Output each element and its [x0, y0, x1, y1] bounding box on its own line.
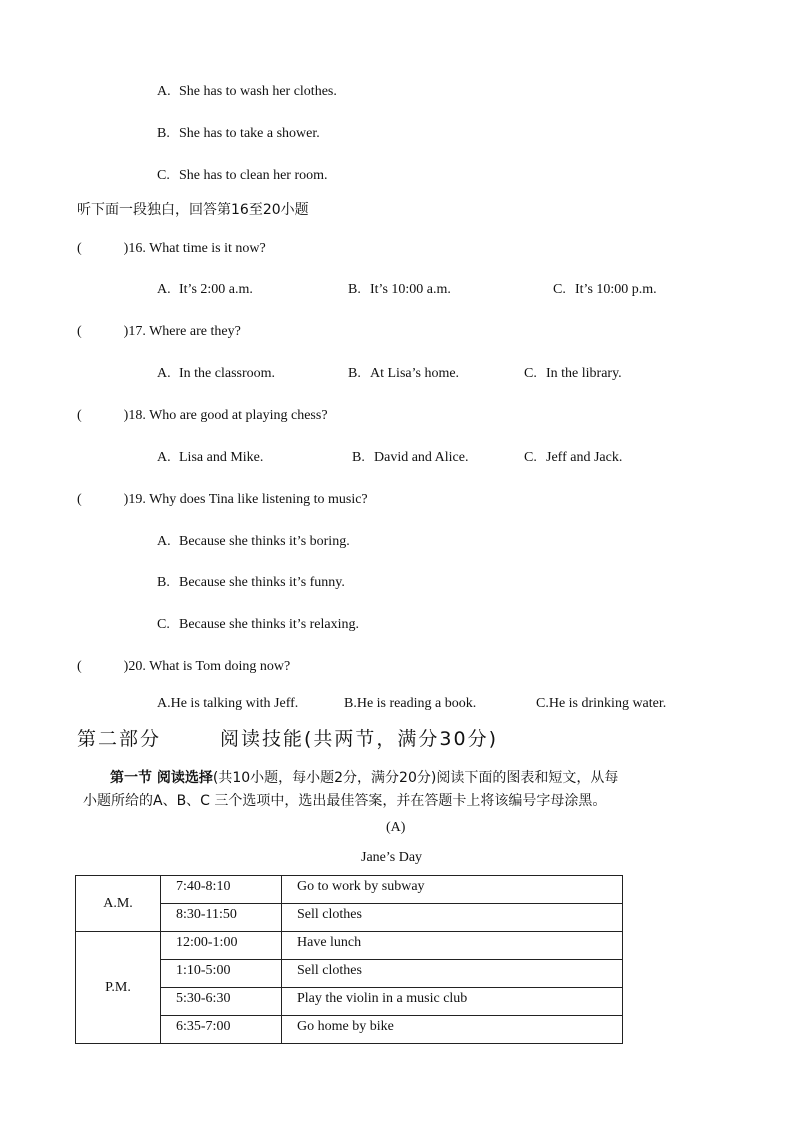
answer-paren: ( — [77, 492, 82, 507]
table-row — [76, 932, 623, 960]
q15-option-b — [157, 126, 320, 142]
option-row — [524, 450, 622, 466]
time-cell: 5:30-6:30 — [161, 988, 282, 1016]
option-letter: C. — [524, 450, 537, 465]
question-text: Why does Tina like listening to music? — [149, 492, 368, 507]
time-cell: 12:00-1:00 — [161, 932, 282, 960]
option-text: She has to take a shower. — [179, 126, 320, 141]
option-row — [157, 696, 298, 712]
question-19 — [77, 492, 368, 508]
answer-paren: ( — [77, 324, 82, 339]
option-row — [157, 366, 275, 382]
option-row — [524, 366, 622, 382]
part-subtitle: 阅读技能(共两节，满分30分) — [220, 728, 499, 750]
activity-cell: Have lunch — [282, 932, 623, 960]
option-text: It’s 10:00 p.m. — [575, 282, 657, 297]
option-letter: A. — [157, 534, 171, 549]
option-letter: B. — [157, 575, 170, 590]
option-text: In the library. — [546, 366, 622, 381]
option-text: Because she thinks it’s boring. — [179, 534, 350, 549]
question-number: )17. — [123, 324, 146, 339]
part-title: 第二部分 — [77, 728, 162, 750]
activity-cell: Go to work by subway — [282, 876, 623, 904]
activity-cell: Go home by bike — [282, 1016, 623, 1044]
section-instruction-line2: 小题所给的A、B、C 三个选项中，选出最佳答案，并在答题卡上将该编号字母涂黑。 — [83, 793, 607, 809]
schedule-table — [75, 875, 623, 1044]
question-number: )19. — [123, 492, 146, 507]
option-text: C.He is drinking water. — [536, 696, 667, 711]
option-text: Lisa and Mike. — [179, 450, 264, 465]
option-letter: C. — [553, 282, 566, 297]
activity-cell: Sell clothes — [282, 904, 623, 932]
question-18 — [77, 408, 328, 424]
question-text: Who are good at playing chess? — [149, 408, 328, 423]
option-letter: C. — [157, 617, 170, 632]
option-text: It’s 2:00 a.m. — [179, 282, 253, 297]
answer-paren: ( — [77, 659, 82, 674]
answer-paren: ( — [77, 408, 82, 423]
question-number: )18. — [123, 408, 146, 423]
question-text: What is Tom doing now? — [149, 659, 291, 674]
question-number: )16. — [123, 241, 146, 256]
option-text: A.He is talking with Jeff. — [157, 696, 299, 711]
section-text: (共10小题，每小题2分，满分20分)阅读下面的图表和短文，从每 — [212, 770, 619, 786]
option-text: Jeff and Jack. — [546, 450, 623, 465]
activity-cell: Sell clothes — [282, 960, 623, 988]
section-instruction-line1 — [110, 767, 618, 787]
option-text: At Lisa’s home. — [370, 366, 460, 381]
option-row — [348, 366, 459, 382]
option-row — [344, 696, 476, 712]
time-cell: 1:10-5:00 — [161, 960, 282, 988]
passage-label: (A) — [386, 820, 406, 835]
option-row — [157, 575, 345, 591]
question-20 — [77, 659, 290, 675]
option-row — [553, 282, 657, 298]
activity-cell: Play the violin in a music club — [282, 988, 623, 1016]
answer-paren: ( — [77, 241, 82, 256]
option-text: She has to clean her room. — [179, 168, 328, 183]
option-row — [348, 282, 451, 298]
option-text: B.He is reading a book. — [344, 696, 477, 711]
time-cell: 6:35-7:00 — [161, 1016, 282, 1044]
option-letter: B. — [157, 126, 170, 141]
question-text: What time is it now? — [149, 241, 266, 256]
option-letter: A. — [157, 366, 171, 381]
option-letter: C. — [157, 168, 170, 183]
period-pm: P.M. — [76, 932, 161, 1044]
option-text: David and Alice. — [374, 450, 469, 465]
option-text: In the classroom. — [179, 366, 276, 381]
option-text: It’s 10:00 a.m. — [370, 282, 451, 297]
option-text: She has to wash her clothes. — [179, 84, 337, 99]
question-16 — [77, 241, 266, 257]
question-text: Where are they? — [149, 324, 241, 339]
option-row — [157, 450, 263, 466]
period-am: A.M. — [76, 876, 161, 932]
table-title: Jane’s Day — [361, 850, 423, 865]
option-text: Because she thinks it’s funny. — [179, 575, 345, 590]
time-cell: 8:30-11:50 — [161, 904, 282, 932]
option-row — [157, 617, 359, 633]
option-letter: B. — [348, 366, 361, 381]
q15-option-c — [157, 168, 328, 184]
option-row — [157, 534, 350, 550]
option-letter: C. — [524, 366, 537, 381]
option-row — [157, 282, 253, 298]
option-letter: A. — [157, 282, 171, 297]
option-text: Because she thinks it’s relaxing. — [179, 617, 360, 632]
table-row — [76, 876, 623, 904]
option-row — [536, 696, 666, 712]
option-letter: B. — [352, 450, 365, 465]
question-number: )20. — [123, 659, 146, 674]
option-row — [352, 450, 468, 466]
option-letter: A. — [157, 84, 171, 99]
time-cell: 7:40-8:10 — [161, 876, 282, 904]
section-label: 第一节 阅读选择 — [110, 770, 213, 786]
question-17 — [77, 324, 241, 340]
q15-option-a — [157, 84, 337, 100]
option-letter: A. — [157, 450, 171, 465]
option-letter: B. — [348, 282, 361, 297]
monologue-instruction: 听下面一段独白，回答第16至20小题 — [77, 202, 309, 218]
